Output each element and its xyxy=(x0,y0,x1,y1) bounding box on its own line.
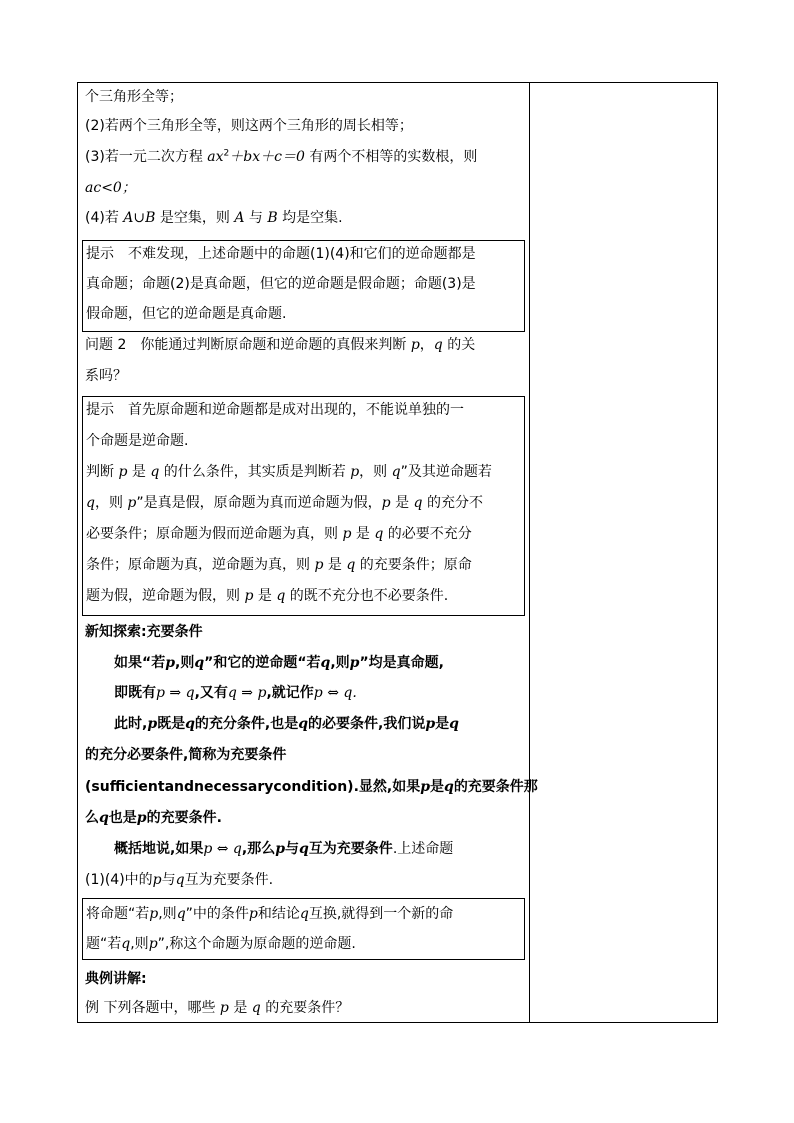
text-line: 必要条件；原命题为假而逆命题为真，则 p 是 q 的必要不充分 xyxy=(86,526,472,542)
text-line: 判断 p 是 q 的什么条件，其实质是判断若 p，则 q”及其逆命题若 xyxy=(86,464,492,480)
text-line: (3)若一元二次方程 $ax^2+bx+c=0$ 有两个不相等的实数根，则 xyxy=(85,148,478,165)
text-line: 如果“若p,则q”和它的逆命题“若q,则p”均是真命题, xyxy=(114,655,444,671)
text-line: 么q也是p的充要条件. xyxy=(85,810,222,826)
text-line: (sufficientandnecessarycondition).显然,如果p是q的充要条件那 xyxy=(85,779,538,795)
text-line: 个命题是逆命题. xyxy=(86,433,189,449)
text-line: ac<0； xyxy=(85,180,136,196)
text-line: 的充分必要条件,简称为充要条件 xyxy=(85,747,287,763)
section-heading: 新知探索:充要条件 xyxy=(85,624,203,640)
text-line: 提示 不难发现，上述命题中的命题(1)(4)和它们的逆命题都是 xyxy=(86,246,476,262)
text-line: q，则 p”是真是假，原命题为真而逆命题为假，p 是 q 的充分不 xyxy=(86,495,483,511)
text-line: 此时,p既是q的充分条件,也是q的必要条件,我们说p是q xyxy=(114,716,459,732)
text-line: 题为假，逆命题为假，则 p 是 q 的既不充分也不必要条件. xyxy=(86,588,449,604)
text-line: 例 下列各题中，哪些 p 是 q 的充要条件？ xyxy=(85,1000,350,1016)
note-box xyxy=(82,898,525,960)
text-line: 假命题，但它的逆命题是真命题. xyxy=(86,306,287,322)
example-heading: 典例讲解: xyxy=(85,971,147,987)
text-line: (2)若两个三角形全等，则这两个三角形的周长相等； xyxy=(85,118,413,134)
text-line: 问题 2 你能通过判断原命题和逆命题的真假来判断 p，q 的关 xyxy=(85,337,476,353)
column-divider xyxy=(529,83,530,1022)
text-line: 提示 首先原命题和逆命题都是成对出现的，不能说单独的一 xyxy=(86,402,464,418)
text-line: 条件；原命题为真，逆命题为真，则 p 是 q 的充要条件；原命 xyxy=(86,557,472,573)
text-line: 个三角形全等； xyxy=(85,89,183,105)
hint-box xyxy=(82,396,525,616)
lesson-table xyxy=(77,82,718,1023)
text-line: (1)(4)中的p与q互为充要条件. xyxy=(85,872,274,888)
text-line: 将命题“若p,则q”中的条件p和结论q互换,就得到一个新的命 xyxy=(86,906,454,922)
text-line: (4)若 A∪B 是空集，则 A 与 B 均是空集. xyxy=(85,210,343,226)
text-line: 真命题；命题(2)是真命题，但它的逆命题是假命题；命题(3)是 xyxy=(86,276,476,292)
text-line: 概括地说,如果p ⇔ q,那么p与q互为充要条件.上述命题 xyxy=(114,841,454,857)
text-line: 题“若q,则p”,称这个命题为原命题的逆命题. xyxy=(86,936,356,952)
hint-box xyxy=(82,240,525,332)
text-line: 即既有p ⇒ q,又有q ⇒ p,就记作p ⇔ q. xyxy=(114,685,357,701)
content-column xyxy=(78,83,538,1022)
text-line: 系吗？ xyxy=(85,368,127,384)
